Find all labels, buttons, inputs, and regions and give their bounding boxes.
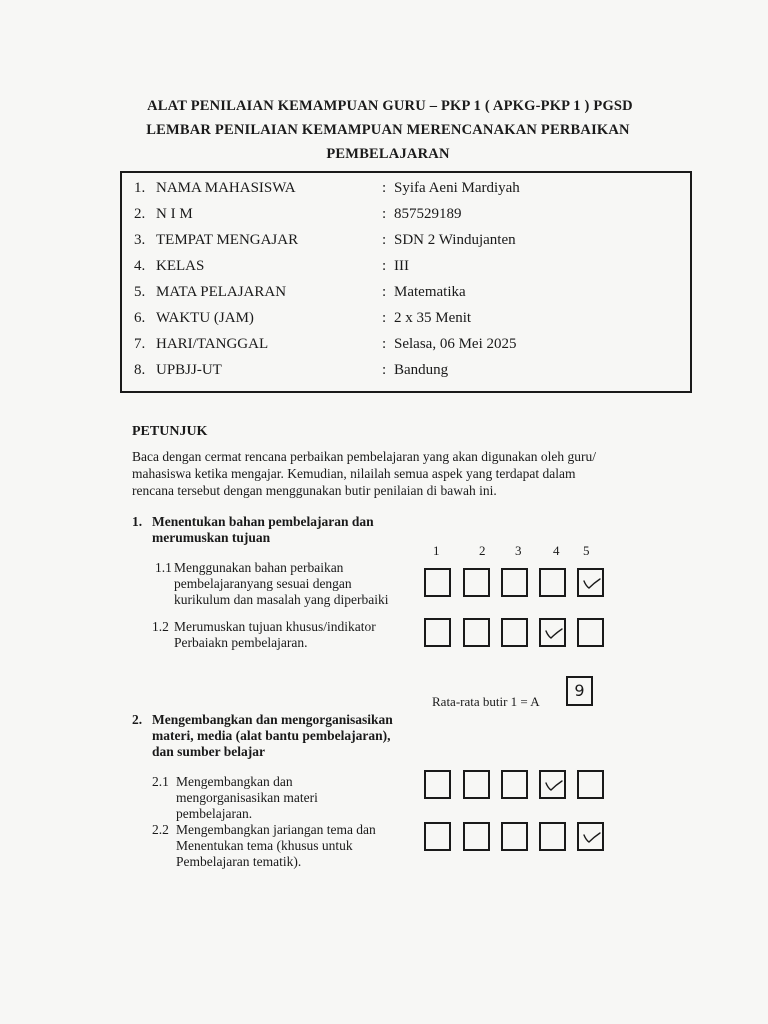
identity-label: TEMPAT MENGAJAR [156,232,299,248]
identity-number: 1. [134,180,146,196]
identity-colon: : [382,180,387,196]
identity-number: 5. [134,284,146,300]
score-box-5[interactable] [577,822,604,851]
identity-value: Matematika [394,284,466,300]
score-box-4[interactable] [539,568,566,597]
instructions-heading: PETUNJUK [132,424,208,439]
identity-label: KELAS [156,258,205,274]
item-number: 1.1 [155,560,172,575]
scale-label-4: 4 [553,543,560,558]
identity-number: 3. [134,232,146,248]
identity-row-nim [134,206,684,226]
identity-value: Bandung [394,362,449,378]
identity-colon: : [382,362,387,378]
identity-row-subject [134,284,684,304]
identity-label: HARI/TANGGAL [156,336,269,352]
identity-number: 2. [134,206,146,222]
average-score-box[interactable]: 9 [566,676,593,706]
form-title-line-2: LEMBAR PENILAIAN KEMAMPUAN MERENCANAKAN PERBAIKAN [146,122,630,138]
identity-label: NAMA MAHASISWA [156,180,296,196]
score-box-3[interactable] [501,822,528,851]
score-box-4[interactable] [539,770,566,799]
score-box-2[interactable] [463,822,490,851]
identity-number: 4. [134,258,146,274]
identity-value: 857529189 [394,206,462,222]
check-mark-icon [581,573,601,593]
item-text: Mengembangkan jariangan tema dan Menentukan tema (khusus untuk Pembelajaran tematik). [176,822,376,869]
average-label: Rata-rata butir 1 = A [432,694,540,709]
section-number: 2. [132,712,143,727]
identity-value: 2 x 35 Menit [394,310,472,326]
identity-row-class [134,258,684,278]
score-box-2[interactable] [463,568,490,597]
check-mark-icon [581,827,601,847]
item-number: 2.1 [152,774,169,789]
score-box-5[interactable] [577,618,604,647]
score-box-5[interactable] [577,568,604,597]
identity-label: UPBJJ-UT [156,362,222,378]
identity-number: 7. [134,336,146,352]
identity-label: N I M [156,206,193,222]
check-mark-icon [543,623,563,643]
item-text: Mengembangkan dan mengorganisasikan materi pembelajaran. [176,774,318,821]
check-mark-icon [543,775,563,795]
score-box-3[interactable] [501,770,528,799]
score-box-1[interactable] [424,770,451,799]
section-title: Mengembangkan dan mengorganisasikan materi, media (alat bantu pembelajaran), dan sumber belajar [152,712,393,759]
score-box-5[interactable] [577,770,604,799]
identity-colon: : [382,232,387,248]
score-box-2[interactable] [463,770,490,799]
identity-row-date [134,336,684,356]
item-text: Menggunakan bahan perbaikan pembelajaranyang sesuai dengan kurikulum dan masalah yang diperbaiki [174,560,389,607]
identity-row-school [134,232,684,252]
scale-label-2: 2 [479,543,486,558]
score-box-1[interactable] [424,568,451,597]
identity-value: SDN 2 Windujanten [394,232,516,248]
score-box-1[interactable] [424,618,451,647]
identity-number: 6. [134,310,146,326]
scale-label-5: 5 [583,543,590,558]
score-box-1[interactable] [424,822,451,851]
identity-number: 8. [134,362,146,378]
score-box-4[interactable] [539,618,566,647]
identity-colon: : [382,206,387,222]
identity-label: WAKTU (JAM) [156,310,254,326]
identity-row-time [134,310,684,330]
identity-colon: : [382,336,387,352]
identity-value: III [394,258,409,274]
instructions-text: Baca dengan cermat rencana perbaikan pembelajaran yang akan digunakan oleh guru/ mahasiswa ketika mengajar. Kemudian, nilailah semua aspek yang terdapat dalam rencana tersebut dengan menggunakan butir penilaian di bawah ini. [132,449,597,498]
scale-label-3: 3 [515,543,522,558]
identity-box [120,171,692,393]
identity-row-upbjj [134,362,684,382]
section-title: Menentukan bahan pembelajaran dan merumuskan tujuan [152,514,374,545]
identity-value: Selasa, 06 Mei 2025 [394,336,517,352]
item-number: 2.2 [152,822,169,837]
form-title-line-3: PEMBELAJARAN [326,146,450,162]
form-title-line-1: ALAT PENILAIAN KEMAMPUAN GURU – PKP 1 ( APKG-PKP 1 ) PGSD [147,98,633,114]
identity-row-name [134,180,684,200]
scale-label-1: 1 [433,543,440,558]
score-box-4[interactable] [539,822,566,851]
item-number: 1.2 [152,619,169,634]
identity-value: Syifa Aeni Mardiyah [394,180,520,196]
identity-colon: : [382,258,387,274]
identity-colon: : [382,284,387,300]
score-box-2[interactable] [463,618,490,647]
score-box-3[interactable] [501,568,528,597]
identity-colon: : [382,310,387,326]
identity-label: MATA PELAJARAN [156,284,287,300]
section-number: 1. [132,514,143,529]
item-text: Merumuskan tujuan khusus/indikator Perbaiakn pembelajaran. [174,619,376,650]
score-box-3[interactable] [501,618,528,647]
